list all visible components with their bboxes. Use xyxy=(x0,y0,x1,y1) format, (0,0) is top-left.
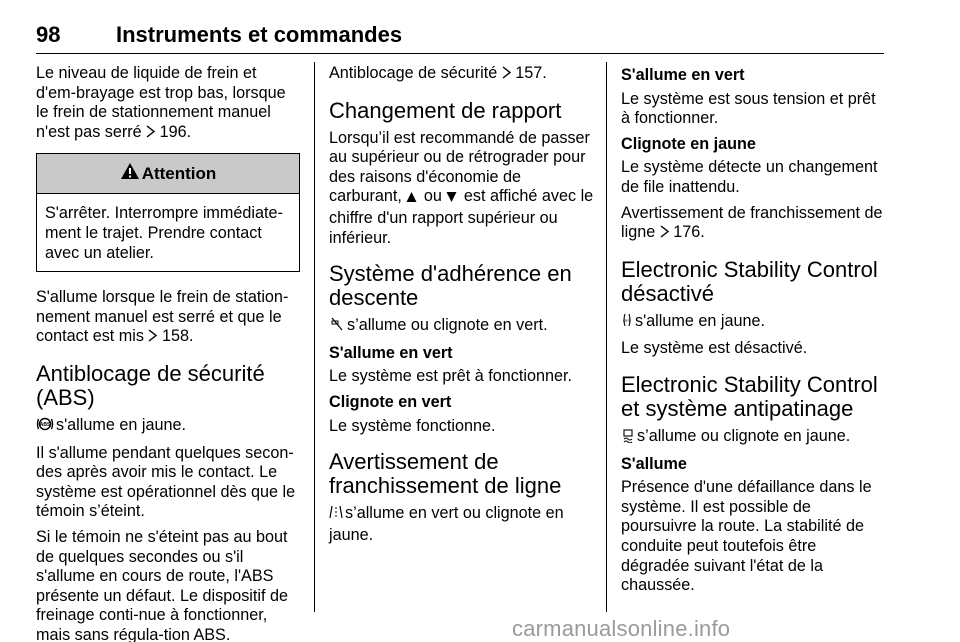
paragraph: s’allume en vert ou clignote en jaune. xyxy=(329,504,564,544)
hill-descent-icon xyxy=(329,316,345,338)
paragraph: Le système est désactivé. xyxy=(621,339,808,358)
page-ref: 196. xyxy=(159,122,192,141)
section-heading: Electronic Stability Control désactivé xyxy=(621,256,878,306)
section-heading: Avertissement de franchissement de ligne xyxy=(329,449,562,499)
watermark: carmanualsonline.info xyxy=(512,616,731,641)
warning-triangle-icon xyxy=(120,162,142,185)
abs-warning-icon xyxy=(36,416,54,438)
paragraph: Présence d'une défaillance dans le système. Il est possible de poursuivre la route. La stabilité de conduite peut toutefois être dégradée suivant l'état de la chaussée. xyxy=(621,478,872,595)
subheading: Clignote en jaune xyxy=(621,134,756,153)
lane-departure-icon xyxy=(329,504,343,526)
paragraph: S'allume lorsque le frein de station-nement manuel est serré et que le contact est mis 158. xyxy=(36,288,300,348)
warning-box xyxy=(36,153,300,272)
esc-traction-icon xyxy=(621,427,635,449)
page-ref-icon xyxy=(502,65,511,85)
paragraph: Antiblocage de sécurité 157. xyxy=(329,64,595,85)
page-ref: 176. xyxy=(673,223,705,242)
paragraph: ABS s'allume en jaune. xyxy=(36,416,300,438)
section-heading: Changement de rapport xyxy=(329,97,562,123)
svg-text:ABS: ABS xyxy=(39,421,51,428)
shift-down-arrow-icon xyxy=(446,189,457,209)
paragraph: s’allume ou clignote en vert. xyxy=(329,316,595,338)
paragraph: Il s'allume pendant quelques secon-des après avoir mis le contact. Le système est opérationnel dès que le témoin s’éteint. xyxy=(36,443,296,521)
page-ref: 158. xyxy=(161,327,194,346)
column-divider xyxy=(314,62,315,612)
subheading: S'allume xyxy=(621,454,687,473)
paragraph: Lorsqu’il est recommandé de passer au supérieur ou de rétrograder pour des raisons d'économie de carburant, ou est affiché avec le chiffre d'un rapport supérieur ou inférieur. xyxy=(329,128,594,247)
page-ref: 157. xyxy=(515,64,547,82)
paragraph: Si le témoin ne s'éteint pas au bout de quelques secondes ou s'il s'allume en cours de route, l'ABS présente un défaut. Le dispositif de freinage conti-nue à fonctionner, mais sans régula-tion ABS. xyxy=(36,527,288,642)
subheading: S'allume en vert xyxy=(329,343,453,362)
page-ref-icon xyxy=(660,224,669,244)
page-header xyxy=(36,20,884,54)
paragraph: Le système est sous tension et prêt à fonctionner. xyxy=(621,89,876,128)
subheading: Clignote en vert xyxy=(329,392,452,411)
paragraph: Le système détecte un changement de file inattendu. xyxy=(621,158,878,196)
section-heading: Electronic Stability Control et système antipatinage xyxy=(621,371,878,421)
section-heading: Système d'adhérence en descente xyxy=(329,261,572,311)
paragraph: Avertissement de franchissement de ligne 176. xyxy=(621,204,887,244)
page-title: Instruments et commandes xyxy=(116,22,403,47)
page-number: 98 xyxy=(36,22,61,47)
column-3 xyxy=(621,64,887,602)
paragraph: Le système est prêt à fonctionner. xyxy=(329,367,572,386)
shift-up-arrow-icon xyxy=(406,189,417,209)
page-ref-icon xyxy=(146,124,155,144)
warning-body: S'arrêter. Interrompre immédiate-ment le trajet. Prendre contact avec un atelier. xyxy=(45,204,283,262)
column-divider xyxy=(606,62,607,612)
subheading: S'allume en vert xyxy=(621,66,745,84)
column-2 xyxy=(329,64,595,551)
warning-header xyxy=(37,154,299,194)
section-heading: Antiblocage de sécurité (ABS) xyxy=(36,360,265,410)
svg-text:OFF: OFF xyxy=(623,317,631,323)
warning-title: Attention xyxy=(141,163,217,183)
paragraph: Le niveau de liquide de frein et d'em-brayage est trop bas, lorsque le frein de stationnement manuel n'est pas serré 196. xyxy=(36,64,300,143)
paragraph: s’allume ou clignote en jaune. xyxy=(621,427,887,449)
esc-off-icon xyxy=(621,312,633,334)
paragraph: OFF s'allume en jaune. xyxy=(621,312,887,334)
paragraph: Le système fonctionne. xyxy=(329,416,496,435)
page-ref-icon xyxy=(148,328,157,348)
column-1 xyxy=(36,64,300,642)
